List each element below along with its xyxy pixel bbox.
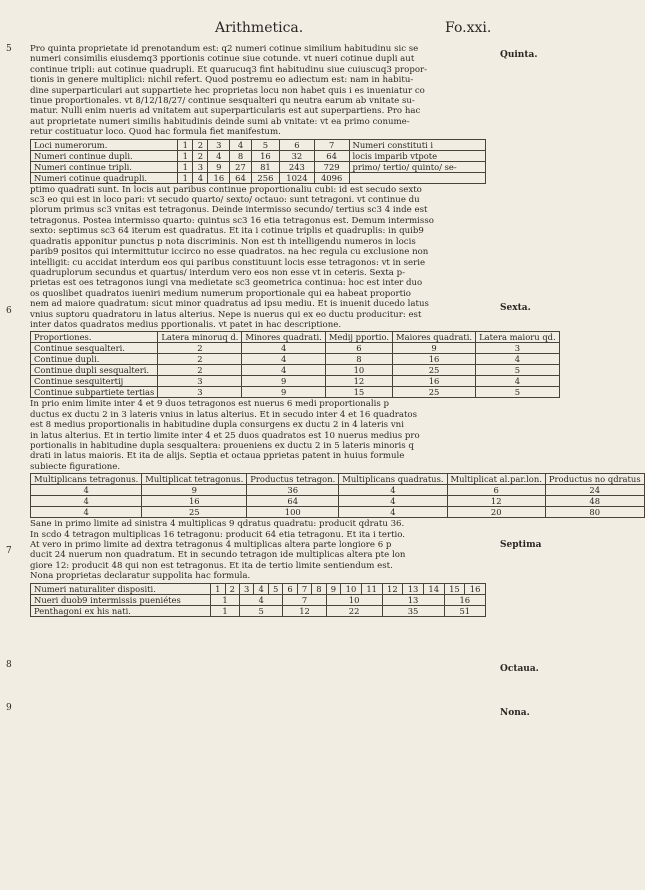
table-cell: Productus tetragon. <box>247 474 339 485</box>
table-cell: 9 <box>393 343 476 354</box>
table-cell: Minores quadrati. <box>242 332 325 343</box>
table-row <box>31 507 645 518</box>
table-cell: 16 <box>393 354 476 365</box>
table-cell: 2 <box>158 365 242 376</box>
table-cell: 16 <box>251 150 279 161</box>
table-row <box>31 496 645 507</box>
text-line: Sane in primo limite ad sinistra 4 multiplicas 9 qdratus quadratu: producit qdratu 36. <box>30 519 405 530</box>
table-cell: Multiplicat al.par.lon. <box>447 474 545 485</box>
table-cell: 4 <box>254 583 268 594</box>
text-line: plorum primus sc3 vnitas est tetragonus. Deinde intermisso secundo/ tertius sc3 4 inde est <box>30 205 428 216</box>
table-cell: 36 <box>247 485 339 496</box>
line-number-5: 5 <box>6 44 12 54</box>
table-cell: 5 <box>476 387 560 398</box>
table-cell: 9 <box>242 376 325 387</box>
table-cell: 1 <box>211 583 225 594</box>
table-cell: 4 <box>31 496 142 507</box>
table-cell: 4 <box>339 485 447 496</box>
table-cell: Numeri constituti i <box>349 139 486 150</box>
table-row <box>31 376 560 387</box>
margin-note-quinta: Quinta. <box>500 50 538 60</box>
table-cell: 15 <box>325 387 392 398</box>
table-cell: Continue dupli. <box>31 354 158 365</box>
table-row <box>31 354 560 365</box>
table-cell: 12 <box>283 605 326 616</box>
text-line: drati in latus maioris. Et ita de alijs. Septia et octaua pprietas patent in huius formule <box>30 451 405 462</box>
line-number-9: 9 <box>6 703 12 713</box>
table-cell: 16 <box>393 376 476 387</box>
table-cell: 6 <box>280 139 315 150</box>
table-cell: 14 <box>423 583 444 594</box>
table-cell: 25 <box>142 507 247 518</box>
table-cell: 243 <box>280 161 315 172</box>
table-cell: 2 <box>158 343 242 354</box>
table-cell: 1024 <box>280 172 315 183</box>
text-line: matur. Nulli enim nueris ad vnitatem aut superparticularis est aut superpartiens. Pro hac <box>30 106 421 117</box>
table-cell: 27 <box>230 161 252 172</box>
table-cell: 3 <box>158 376 242 387</box>
text-line: tinue proportionales. vt 8/12/18/27/ continue sesqualteri qu neutra earum ab vnitate su- <box>30 96 415 107</box>
table-cell: 13 <box>382 594 444 605</box>
text-line: aut proprietate numeri similis habitudinis deinde sumi ab vnitate: vt ea primo conume- <box>30 116 410 127</box>
text-line: tionis in genere multiplici: nichil refert. Quod postremu eo adiectum est: nam in habitu- <box>30 75 414 86</box>
paragraph-explanation <box>30 399 486 472</box>
table-row <box>31 583 486 594</box>
table-cell: 3 <box>158 387 242 398</box>
table-row <box>31 172 486 183</box>
paragraph-octaua <box>30 519 486 581</box>
table-cell: 100 <box>247 507 339 518</box>
table-cell: Continue subpartiete tertias <box>31 387 158 398</box>
table-cell: 8 <box>230 150 252 161</box>
table-cell: 1 <box>178 150 193 161</box>
table-cell: 5 <box>251 139 279 150</box>
table-cell: 4096 <box>314 172 349 183</box>
table-row <box>31 343 560 354</box>
table-cell: 2 <box>158 354 242 365</box>
table-cell: 22 <box>326 605 382 616</box>
table-cell: 2 <box>225 583 239 594</box>
table-cell: Multiplicans quadratus. <box>339 474 447 485</box>
table-cell: 16 <box>208 172 230 183</box>
table-cell: Numeri continue dupli. <box>31 150 178 161</box>
table-cell: 8 <box>325 354 392 365</box>
text-line: quadruplorum secundus et quartus/ interdum vero eos non esse vt in ceteris. Sexta p- <box>30 267 406 278</box>
table-cell: 4 <box>208 150 230 161</box>
text-line: inter datos quadratos medius pportionalis. vt patet in hac descriptione. <box>30 319 342 330</box>
table-cell: 2 <box>193 150 208 161</box>
table-cell: 48 <box>545 496 644 507</box>
table-cell: 4 <box>339 496 447 507</box>
table-cell: 9 <box>208 161 230 172</box>
table-cell: 12 <box>447 496 545 507</box>
table-cell: Numeri naturaliter dispositi. <box>31 583 211 594</box>
text-line: Pro quinta proprietate id prenotandum est: q2 numeri cotinue similium habitudinu sic se <box>30 44 419 54</box>
table-cell: Continue dupli sesqualteri. <box>31 365 158 376</box>
text-line: tetragonus. Postea intermisso quarto: quintus sc3 16 etia tetragonus est. Demum intermisso <box>30 215 434 226</box>
table-cell: 8 <box>312 583 326 594</box>
text-line: sexto: septimus sc3 64 iterum est quadratus. Et ita i cotinue triplis et quadruplis: in quib9 <box>30 226 424 237</box>
table-cell: Nueri duob9 intermissis pueniétes <box>31 594 211 605</box>
table-loci-numerorum <box>30 139 486 184</box>
table-cell: 5 <box>268 583 282 594</box>
table-cell: 9 <box>242 387 325 398</box>
table-cell: 81 <box>251 161 279 172</box>
table-cell: 10 <box>341 583 362 594</box>
table-cell: 32 <box>280 150 315 161</box>
table-cell: 7 <box>314 139 349 150</box>
table-cell: Latera minoruq d. <box>158 332 242 343</box>
table-cell: Multiplicat tetragonus. <box>142 474 247 485</box>
paragraph-sexta <box>30 185 486 331</box>
table-cell: 4 <box>242 354 325 365</box>
table-cell: 7 <box>283 594 326 605</box>
text-line: At vero in primo limite ad dextra tetragonus 4 multiplicas altera parte longiore 6 p <box>30 540 392 550</box>
table-cell: Loci numerorum. <box>31 139 178 150</box>
table-row <box>31 605 486 616</box>
table-cell: 1 <box>178 161 193 172</box>
table-cell: 80 <box>545 507 644 518</box>
table-cell: 15 <box>444 583 465 594</box>
text-line: giore 12: producit 48 qui non est tetragonus. Et ita de tertio limite sentiendum est. <box>30 560 393 571</box>
table-cell: 12 <box>382 583 403 594</box>
table-cell: Continue sesqualteri. <box>31 343 158 354</box>
table-row <box>31 485 645 496</box>
table-cell: 4 <box>242 343 325 354</box>
table-cell: 4 <box>339 507 447 518</box>
table-cell: 64 <box>314 150 349 161</box>
table-cell: 3 <box>239 583 253 594</box>
table-cell: 25 <box>393 365 476 376</box>
table-cell: Medij pportio. <box>325 332 392 343</box>
table-row <box>31 365 560 376</box>
table-cell: Proportiones. <box>31 332 158 343</box>
text-line: vnius suptoru quadratoru in latus alterius. Nepe is nuerus qui ex eo ductu producitur: est <box>30 309 422 320</box>
table-cell: locis imparib vtpote <box>349 150 486 161</box>
table-cell: 13 <box>403 583 424 594</box>
table-cell: Numeri continue tripli. <box>31 161 178 172</box>
table-cell: Maiores quadrati. <box>393 332 476 343</box>
table-cell: 256 <box>251 172 279 183</box>
table-cell: 3 <box>193 161 208 172</box>
table-cell: 6 <box>283 583 297 594</box>
text-line: intelligit: cu accidat interdum eos qui paribus constituunt locis esse tetragonos: vt in serie <box>30 257 426 268</box>
table-row <box>31 139 486 150</box>
table-row <box>31 161 486 172</box>
table-cell: 9 <box>326 583 340 594</box>
table-cell: 20 <box>447 507 545 518</box>
table-cell: 7 <box>297 583 311 594</box>
running-title: Arithmetica. <box>215 20 304 36</box>
text-line: retur costituatur loco. Quod hac formula fiet manifestum. <box>30 127 281 138</box>
text-line: parib9 positos qui intermittutur iccirco no esse quadratos. na hec regula cu exclusione non <box>30 247 429 258</box>
text-line: os quoslibet quadratos iueniri medium numerum proportionale qui ea habeat proportio <box>30 288 411 299</box>
table-cell: 35 <box>382 605 444 616</box>
text-line: portionalis in habitudine dupla sesqualtera: proueniens ex ductu 2 in 5 lateris minoris q <box>30 440 414 451</box>
line-number-6: 6 <box>6 306 12 316</box>
table-cell: Penthagoni ex his nati. <box>31 605 211 616</box>
table-cell: 4 <box>230 139 252 150</box>
text-line: In prio enim limite inter 4 et 9 duos tetragonos est nuerus 6 medi proportionalis p <box>30 399 390 410</box>
text-line: quadratis apponitur punctus p nota discriminis. Non est th intelligendu numeros in locis <box>30 236 416 247</box>
text-line: est 8 medius proportionalis in habitudine dupla consurgens ex ductu 2 in 4 lateris vni <box>30 420 404 431</box>
table-cell: 4 <box>239 594 282 605</box>
text-line: prietas est oes tetragonos iungi vna medietate sc3 geometrica continua: hoc est inter duo <box>30 278 423 289</box>
table-multiplicans <box>30 473 645 518</box>
margin-note-nona: Nona. <box>500 708 530 718</box>
table-cell: 11 <box>361 583 382 594</box>
text-line: In scdo 4 tetragon multiplicas 16 tetragonu: producit 64 etia tetragonu. Et ita i tertio. <box>30 529 406 540</box>
table-cell: 6 <box>325 343 392 354</box>
table-cell: 5 <box>239 605 282 616</box>
text-line: dine superparticulari aut suppartiete hec proprietas locu non habet quis i es inueniatur co <box>30 85 425 96</box>
table-header-row <box>31 474 645 485</box>
table-cell: 16 <box>444 594 485 605</box>
table-cell: 1 <box>178 139 193 150</box>
margin-note-septima: Septima <box>500 540 542 550</box>
table-cell: 16 <box>465 583 486 594</box>
running-header <box>0 16 600 38</box>
text-line: ptimo quadrati sunt. In locis aut paribus continue proportionaliu cubi: id est secudo sexto <box>30 184 422 195</box>
text-line: nem ad maiore quadratum: sicut minor quadratus ad ipsu mediu. Et is inuenit ducedo latus <box>30 299 429 310</box>
margin-note-octaua: Octaua. <box>500 664 539 674</box>
text-line: ducit 24 nuerum non quadratum. Et in secundo tetragon ide multiplicas altera pte lon <box>30 550 406 561</box>
table-penthagoni <box>30 583 486 617</box>
table-cell: 24 <box>545 485 644 496</box>
table-cell: 25 <box>393 387 476 398</box>
table-cell: primo/ tertio/ quinto/ se- <box>349 161 486 172</box>
table-cell: 4 <box>242 365 325 376</box>
table-cell: 6 <box>447 485 545 496</box>
table-cell: 10 <box>325 365 392 376</box>
table-cell: 4 <box>31 507 142 518</box>
folio-number: Fo.xxi. <box>445 20 492 36</box>
table-cell: 16 <box>142 496 247 507</box>
margin-note-sexta: Sexta. <box>500 303 531 313</box>
table-row <box>31 594 486 605</box>
table-cell: 1 <box>211 594 240 605</box>
text-line: Nona proprietas declaratur suppolita hac formula. <box>30 571 251 582</box>
table-cell: 5 <box>476 365 560 376</box>
table-cell: 10 <box>326 594 382 605</box>
table-cell: 3 <box>476 343 560 354</box>
table-cell: Numeri cotinue quadrupli. <box>31 172 178 183</box>
table-cell: Continue sesquitertij <box>31 376 158 387</box>
table-cell: Productus no qdratus <box>545 474 644 485</box>
paragraph-quinta <box>30 44 486 138</box>
table-cell: 4 <box>476 354 560 365</box>
table-cell: 1 <box>211 605 240 616</box>
table-cell: Latera maioru qd. <box>476 332 560 343</box>
table-cell: 51 <box>444 605 485 616</box>
table-cell: 3 <box>208 139 230 150</box>
table-cell: 4 <box>193 172 208 183</box>
text-line: in latus alterius. Et in tertio limite inter 4 et 25 duos quadratos est 10 nuerus medius pro <box>30 430 420 441</box>
table-cell: 64 <box>247 496 339 507</box>
line-number-8: 8 <box>6 660 12 670</box>
table-cell: 4 <box>476 376 560 387</box>
text-line: ductus ex ductu 2 in 3 lateris vnius in latus alterius. Et in secudo inter 4 et 16 quadratos <box>30 409 417 420</box>
table-cell: 729 <box>314 161 349 172</box>
table-proportiones <box>30 331 560 398</box>
text-line: sc3 eo qui est in loco pari: vt secudo quarto/ sexto/ octauo: sunt tetragoni. vt continue du <box>30 195 420 206</box>
text-line: subiecte figuratione. <box>30 461 121 472</box>
table-cell: 4 <box>31 485 142 496</box>
table-cell: Multiplicans tetragonus. <box>31 474 142 485</box>
table-row <box>31 387 560 398</box>
text-line: numeri consimilis eiusdemq3 pportionis cotinue siue cotunde. vt nueri cotinue dupli aut <box>30 54 415 65</box>
line-number-7: 7 <box>6 546 12 556</box>
table-cell: 12 <box>325 376 392 387</box>
table-cell: 9 <box>142 485 247 496</box>
table-cell: 64 <box>230 172 252 183</box>
table-row <box>31 150 486 161</box>
table-cell <box>349 172 486 183</box>
text-line: continue tripli: aut cotinue quadrupli. Et quarucuq3 fint habitudinu siue cuiuscuq3 propor- <box>30 64 428 75</box>
table-cell: 2 <box>193 139 208 150</box>
table-header-row <box>31 332 560 343</box>
table-cell: 1 <box>178 172 193 183</box>
